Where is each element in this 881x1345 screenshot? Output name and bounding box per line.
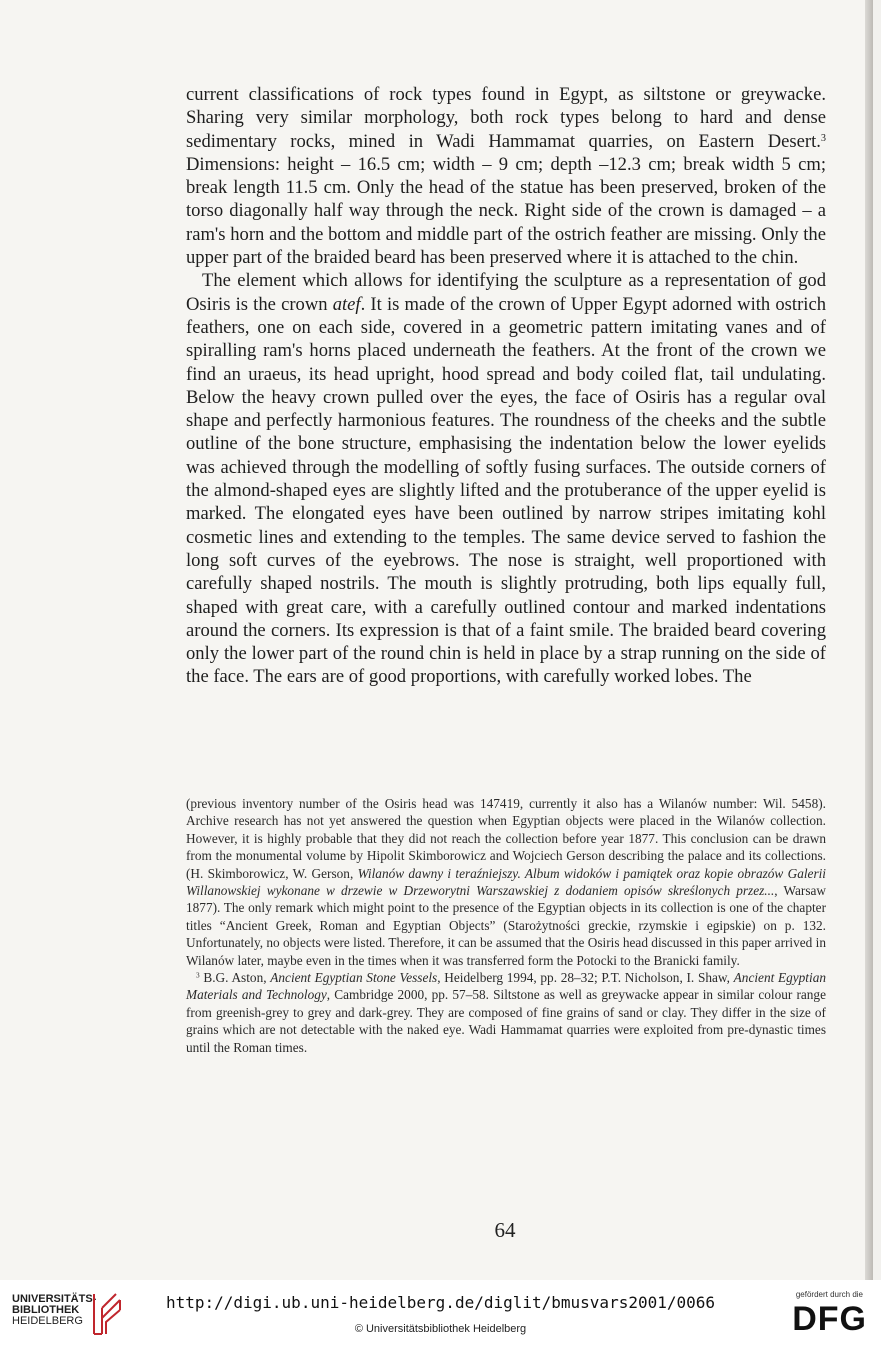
body-paragraph-2: The element which allows for identifying the sculpture as a representation of god Osiris is the crown atef. It is made of the crown of Upper Egypt adorned with ostrich feathers, one on each side, covered in a geometric pattern imitating vanes and of spiralling ram's horns placed underneath the feathers. At the front of the crown we find an uraeus, its head upright, hood spread and body coiled flat, tail undulating. Below the heavy crown pulled over the eyes, the face of Osiris has a regular oval shape and perfectly harmonious features. The roundness of the cheeks and the subtle outline of the bone structure, emphasising the indentation below the lower eyelids was achieved through the modelling of softly fusing surfaces. The outside corners of the almond-shaped eyes are slightly lifted and the protuberance of the upper eyelid is marked. The elongated eyes have been outlined by narrow stripes imitating kohl cosmetic lines and extending to the temples. The same device served to fashion the long soft curves of the eyebrows. The nose is straight, well proportioned with carefully shaped nostrils. The mouth is slightly protruding, both lips equally full, shaped with great care, with a carefully outlined contour and marked indentations around the corners. Its expression is that of a faint smile. The braided beard covering only the lower part of the round chin is held in place by a strap running on the side of the face. The ears are of good proportions, with carefully worked lobes. The — [186, 270, 826, 688]
dfg-tagline: gefördert durch die — [795, 1290, 863, 1299]
scan-edge-shadow — [865, 0, 873, 1280]
permalink-url[interactable]: http://digi.ub.uni-heidelberg.de/diglit/bmusvars2001/0066 — [165, 1293, 716, 1312]
main-text — [186, 83, 826, 689]
copyright-notice: © Universitätsbibliothek Heidelberg — [354, 1323, 527, 1335]
dfg-logo[interactable]: DFG — [792, 1300, 867, 1338]
library-name[interactable]: UNIVERSITÄTS- BIBLIOTHEK HEIDELBERG — [12, 1293, 97, 1327]
body-paragraph-1: current classifications of rock types found in Egypt, as siltstone or greywacke. Sharing very similar morphology, both rock types belong to hard and dense sedimentary rocks, mined in Wadi Hammamat quarries, on Eastern Desert.$^3$ Dimensions: height – 16.5 cm; width – 9 cm; depth –12.3 cm; break width 5 cm; break length 11.5 cm. Only the head of the statue has been preserved, broken of the torso diagonally half way through the neck. Right side of the crown is damaged – a ram's horn and the bottom and middle part of the ostrich feather are missing. Only the upper part of the braided beard has been preserved where it is attached to the chin. — [186, 84, 826, 269]
footnote-2-continued: (previous inventory number of the Osiris head was 147419, currently it also has a Wilanów number: Wil. 5458). Archive research has not yet answered the question when Egyptian objects were placed in the Wilanów collection. However, it is highly probable that they did not reach the collection before year 1877. This conclusion can be drawn from the monumental volume by Hipolit Skimborowicz and Wojciech Gerson describing the palace and its collections. (H. Skimborowicz, W. Gerson, Wilanów dawny i teraźniejszy. Album widoków i pamiątek oraz kopie obrazów Galerii Willanowskiej wykonane w drzewie w Drzeworytni Warszawskiej z dodaniem opisów skreślonych przez..., Warsaw 1877). The only remark which might point to the presence of the Egyptian objects in its collection is one of the chapter titles “Ancient Greek, Roman and Egyptian Objects” (Starożytności greckie, rzymskie i egipskie) on p. 132. Unfortunately, no objects were listed. Therefore, it can be assumed that the Osiris head discussed in this paper arrived in Wilanów later, maybe even in the times when it was transferred form the Potocki to the Branicki family. — [186, 796, 827, 968]
footnotes — [186, 795, 826, 1056]
footnote-ref-3: 3 — [820, 132, 826, 144]
digitization-footer — [0, 1280, 881, 1345]
page-number: 64 — [494, 1218, 516, 1242]
footnote-3: $^3$ B.G. Aston, Ancient Egyptian Stone Vessels, Heidelberg 1994, pp. 28–32; P.T. Nicholson, I. Shaw, Ancient Egyptian Materials and Technology, Cambridge 2000, pp. 57–58. Siltstone as well as greywacke appear in similar colour range from greenish-grey to grey and dark-grey. They are composed of fine grains of sand or clay. They differ in the size of grains which are not detectable with the naked eye. Wadi Hammamat quarries were exploited from pre-dynastic times until the Roman times. — [186, 970, 826, 1055]
